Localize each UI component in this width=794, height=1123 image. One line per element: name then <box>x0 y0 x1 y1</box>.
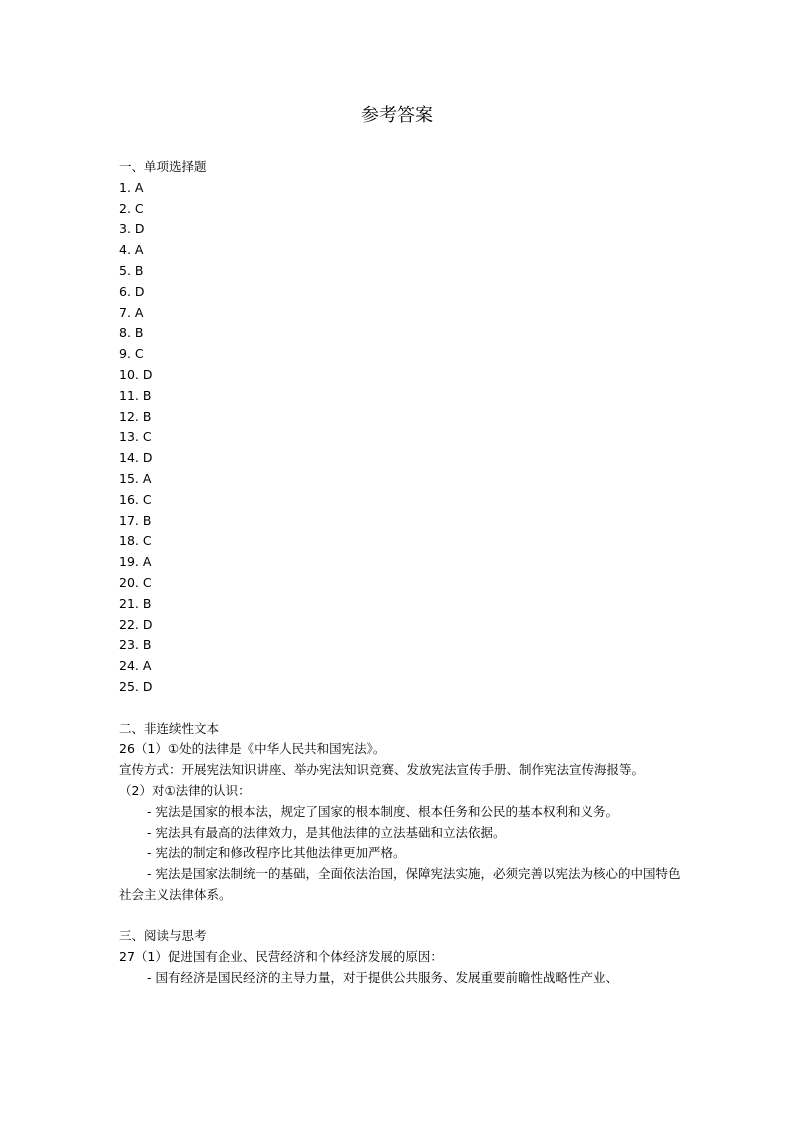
answer-item: 11. B <box>119 387 152 403</box>
answer-item: 2. C <box>119 200 144 216</box>
answer-item: 15. A <box>119 470 152 486</box>
answer-item: 4. A <box>119 242 144 258</box>
question-26-promotion-methods: 宣传方式：开展宪法知识讲座、举办宪法知识竞赛、发放宪法宣传手册、制作宪法宣传海报等。 <box>119 762 645 778</box>
answer-item: 24. A <box>119 658 152 674</box>
answer-item: 22. D <box>119 616 153 632</box>
constitution-point: - 宪法是国家法制统一的基础，全面依法治国，保障宪法实施，必须完善以宪法为核心的中国特色社会主义法律体系。 <box>119 866 681 902</box>
answer-item: 3. D <box>119 221 145 237</box>
section-spacer <box>119 698 689 719</box>
answer-content <box>119 157 689 989</box>
answer-item: 18. C <box>119 533 152 549</box>
answer-item: 8. B <box>119 325 144 341</box>
answer-item: 16. C <box>119 491 152 507</box>
answer-item: 21. B <box>119 595 152 611</box>
answer-item: 17. B <box>119 512 152 528</box>
question-26-part-2: （2）对①法律的认识： <box>119 782 251 798</box>
answer-list <box>119 178 689 698</box>
section-spacer <box>119 906 689 927</box>
section-heading-reading-thinking: 三、阅读与思考 <box>119 928 207 944</box>
answer-item: 19. A <box>119 554 152 570</box>
answer-item: 25. D <box>119 678 153 694</box>
constitution-point: - 宪法具有最高的法律效力，是其他法律的立法基础和立法依据。 <box>147 824 506 840</box>
answer-item: 12. B <box>119 408 152 424</box>
section-heading-multiple-choice: 一、单项选择题 <box>119 159 207 174</box>
answer-item: 6. D <box>119 283 145 299</box>
constitution-point: - 宪法是国家的根本法，规定了国家的根本制度、根本任务和公民的基本权利和义务。 <box>147 803 618 819</box>
answer-item: 14. D <box>119 450 153 466</box>
question-27-part-1: 27（1）促进国有企业、民营经济和个体经济发展的原因： <box>119 949 443 965</box>
answer-item: 23. B <box>119 637 152 653</box>
answer-item: 10. D <box>119 366 153 382</box>
question-26-part-1: 26（1）①处的法律是《中华人民共和国宪法》。 <box>119 741 386 757</box>
section-heading-non-continuous-text: 二、非连续性文本 <box>119 720 220 736</box>
answer-item: 5. B <box>119 262 144 278</box>
constitution-point: - 宪法的制定和修改程序比其他法律更加严格。 <box>147 845 406 861</box>
answer-item: 9. C <box>119 346 144 362</box>
answer-item: 20. C <box>119 574 152 590</box>
answer-item: 13. C <box>119 429 152 445</box>
answer-item: 1. A <box>119 179 144 195</box>
economy-point: - 国有经济是国民经济的主导力量，对于提供公共服务、发展重要前瞻性战略性产业、 <box>147 970 618 986</box>
answer-item: 7. A <box>119 304 144 320</box>
page-title: 参考答案 <box>361 105 433 126</box>
